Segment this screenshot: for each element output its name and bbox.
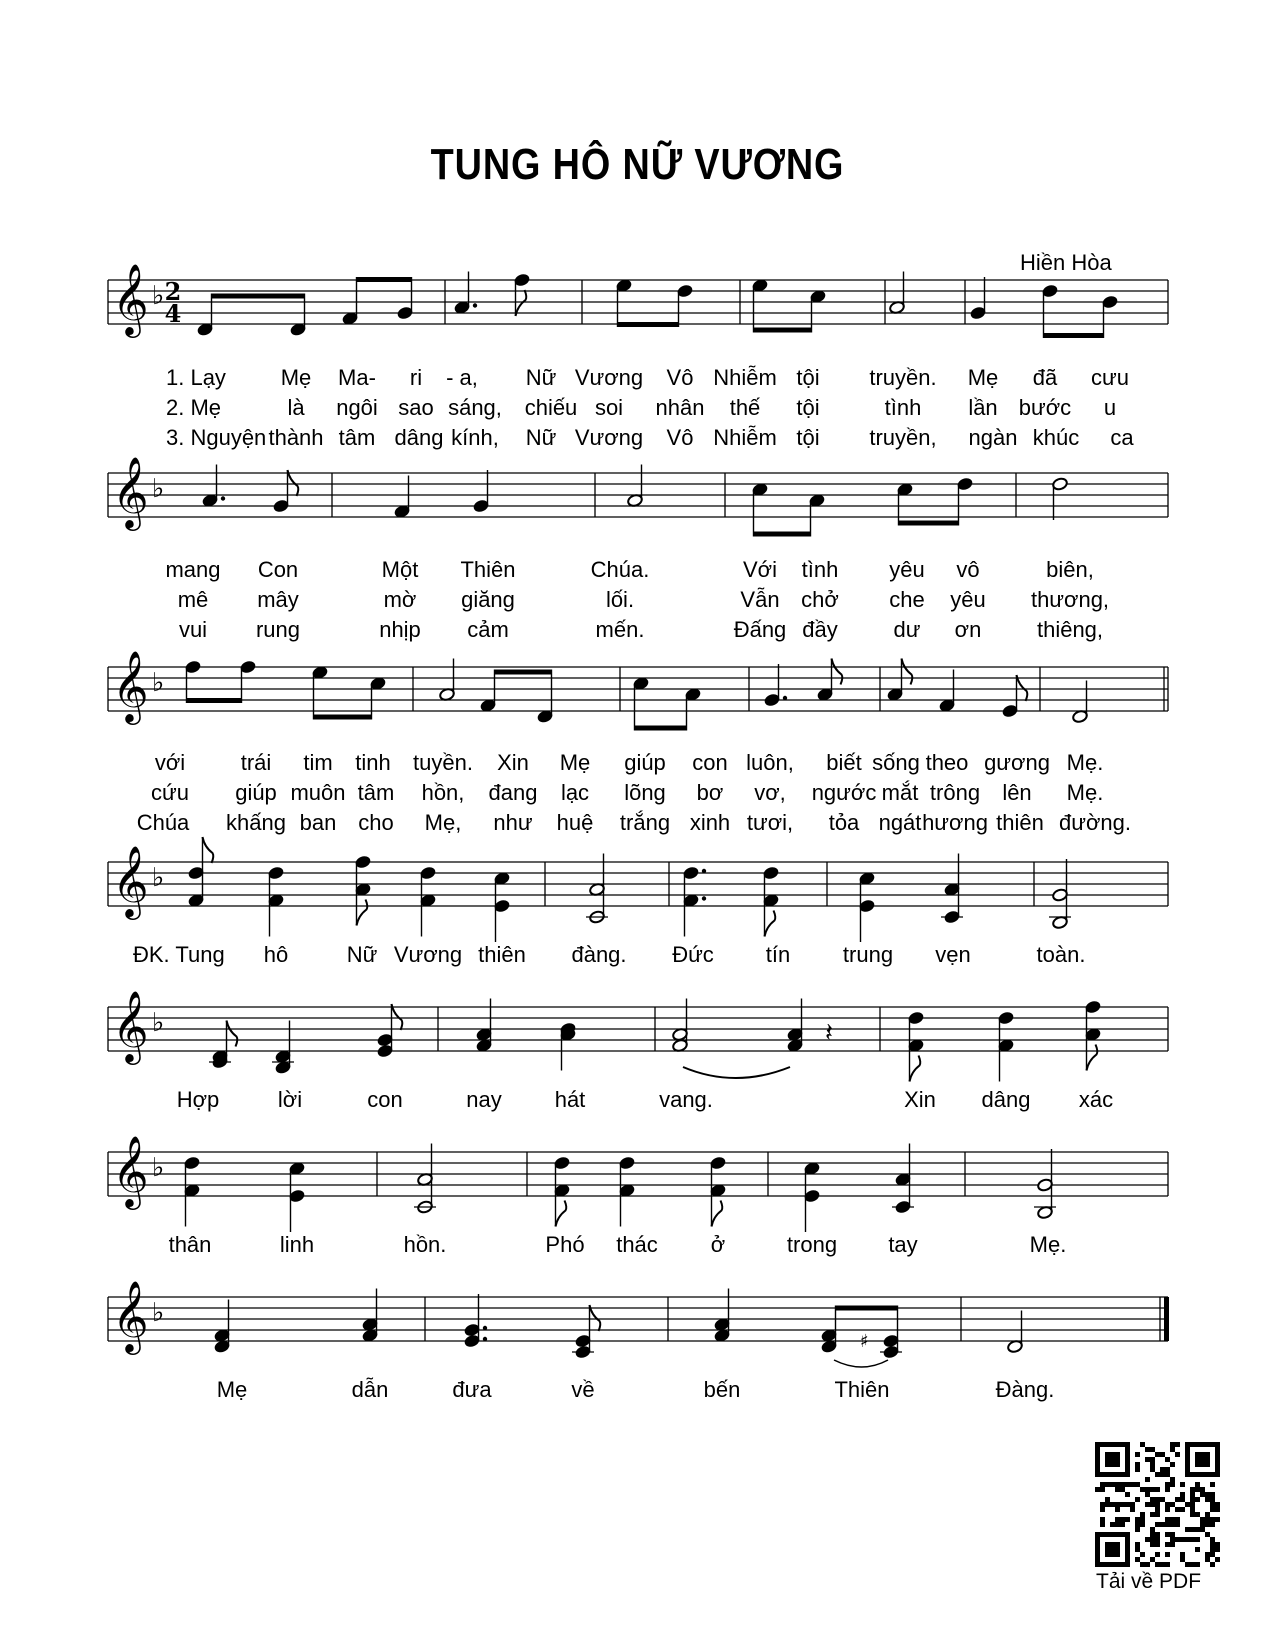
note — [817, 659, 843, 702]
note — [1052, 477, 1069, 520]
lyric-syllable: Con — [257, 557, 299, 582]
flag — [910, 1056, 921, 1082]
lyric-syllable: Đấng — [733, 617, 787, 642]
lyric-syllable: lối. — [605, 587, 635, 612]
lyric-syllable: Vẫn — [740, 587, 780, 612]
lyric-syllable: trong — [786, 1232, 838, 1257]
lyric-syllable: về — [571, 1377, 595, 1402]
lyric-syllable: ngước — [811, 780, 877, 805]
note — [1042, 284, 1059, 338]
flat-icon: ♭ — [152, 1153, 165, 1183]
beam — [212, 294, 305, 299]
note — [185, 660, 202, 703]
note — [998, 1011, 1015, 1082]
beam — [357, 277, 412, 282]
lyric-syllable: Mẹ. — [1066, 750, 1104, 775]
lyric-syllable: Mẹ, — [424, 810, 462, 835]
lyric-syllable: cảm — [467, 617, 509, 642]
qr-code-icon[interactable] — [1095, 1442, 1220, 1567]
lyric-syllable: khúc — [1032, 425, 1080, 450]
lyric-syllable: muôn — [290, 780, 346, 805]
lyric-syllable: dư — [893, 617, 921, 642]
lyric-syllable: lên — [1002, 780, 1032, 805]
note — [420, 866, 437, 937]
flag — [203, 837, 214, 863]
flag — [902, 659, 913, 685]
treble-clef-icon: 𝄞 — [112, 262, 149, 335]
lyric-syllable: luôn, — [746, 750, 794, 775]
note — [1007, 1311, 1024, 1354]
note — [197, 294, 214, 337]
beam — [754, 328, 812, 333]
lyric-syllable: Hợp — [176, 1087, 220, 1112]
lyric-syllable: Xin — [497, 750, 529, 775]
note — [184, 1156, 201, 1227]
note — [887, 659, 913, 702]
lyric-syllable: ri — [409, 365, 423, 390]
lyric-syllable: truyền. — [869, 365, 937, 390]
lyric-syllable: tình — [801, 557, 839, 582]
lyric-syllable: dâng — [394, 425, 444, 450]
lyric-syllable: ngôi — [336, 395, 378, 420]
lyric-syllable: hát — [554, 1087, 586, 1112]
lyric-syllable: bước — [1018, 395, 1072, 420]
lyric-syllable: thiên — [996, 810, 1044, 835]
note — [514, 273, 531, 316]
flag — [227, 1021, 238, 1047]
flat-icon: ♭ — [152, 1298, 165, 1328]
note — [586, 854, 608, 925]
treble-clef-icon: 𝄞 — [112, 844, 149, 917]
lyric-syllable: Phó — [545, 1232, 585, 1257]
lyric-syllable: dâng — [981, 1087, 1031, 1112]
lyric-syllable: vui — [178, 617, 208, 642]
lyric-syllable: tình — [884, 395, 922, 420]
lyric-syllable: bơ — [696, 780, 724, 805]
lyric-syllable: Xin — [904, 1087, 936, 1112]
note — [880, 1306, 902, 1360]
lyric-syllable: Vương — [574, 365, 644, 390]
lyric-syllable: vô — [956, 557, 980, 582]
note — [370, 676, 387, 719]
lyric-syllable: linh — [279, 1232, 315, 1257]
lyric-syllable: Một — [381, 557, 419, 582]
note — [763, 866, 780, 937]
lyric-syllable: biên, — [1046, 557, 1094, 582]
note — [268, 866, 285, 937]
lyric-syllable: Vô — [666, 365, 694, 390]
treble-clef-icon: 𝄞 — [112, 989, 149, 1062]
lyric-syllable: 3. Nguyện — [166, 425, 267, 450]
lyric-syllable: truyền, — [869, 425, 937, 450]
lyric-syllable: với — [154, 750, 186, 775]
lyric-syllable: giúp — [624, 750, 666, 775]
lyric-syllable: toàn. — [1036, 942, 1086, 967]
note — [494, 871, 511, 942]
lyric-syllable: soi — [594, 395, 624, 420]
note — [188, 837, 214, 908]
dot — [783, 696, 787, 700]
note — [1049, 859, 1071, 930]
note — [752, 482, 769, 536]
note — [439, 659, 456, 702]
lyric-syllable: tâm — [357, 780, 395, 805]
note — [480, 670, 497, 713]
beam — [754, 532, 811, 537]
beam — [836, 1306, 898, 1311]
lyric-syllable: theo — [925, 750, 969, 775]
dot — [221, 496, 225, 500]
note — [397, 277, 414, 320]
lyric-syllable: Đức — [672, 942, 714, 967]
lyric-syllable: mây — [257, 587, 299, 612]
lyric-syllable: con — [692, 750, 728, 775]
note — [892, 1144, 914, 1215]
lyric-syllable: hồn, — [421, 780, 465, 805]
note — [454, 272, 477, 315]
lyric-syllable: ngàn — [968, 425, 1018, 450]
lyric-syllable: che — [889, 587, 925, 612]
time-signature-top: 2 — [164, 277, 182, 306]
staff-system — [108, 844, 1168, 920]
flat-icon: ♭ — [152, 1008, 165, 1038]
flat-icon: ♭ — [152, 474, 165, 504]
lyric-syllable: xinh — [689, 810, 731, 835]
lyric-syllable: thương, — [1030, 587, 1110, 612]
lyric-syllable: Mẹ. — [1066, 780, 1104, 805]
beam — [495, 670, 552, 675]
dot — [483, 1326, 487, 1330]
lyric-syllable: Mẹ — [280, 365, 312, 390]
lyric-syllable: tội — [796, 395, 820, 420]
note — [290, 294, 307, 337]
lyric-syllable: thiêng, — [1036, 617, 1104, 642]
lyric-syllable: mang — [165, 557, 221, 582]
lyric-syllable: Với — [743, 557, 777, 582]
lyric-syllable: mến. — [595, 617, 645, 642]
note — [209, 1021, 237, 1070]
lyric-syllable: khấng — [226, 810, 286, 835]
lyric-syllable: dẫn — [351, 1377, 389, 1402]
download-pdf-link[interactable]: Tải về PDF — [1096, 1570, 1202, 1593]
lyric-syllable: lõng — [624, 780, 666, 805]
flag — [1087, 1045, 1098, 1071]
note — [560, 1022, 577, 1071]
lyric-syllable: trung — [842, 942, 894, 967]
flat-icon: ♭ — [152, 863, 165, 893]
lyric-syllable: Nhiễm — [713, 425, 777, 450]
lyric-syllable: con — [367, 1087, 403, 1112]
lyric-syllable: Nhiễm — [713, 365, 777, 390]
lyric-syllable: Vương — [393, 942, 463, 967]
flag — [392, 1004, 403, 1030]
lyric-syllable: Chúa — [136, 810, 190, 835]
lyric-syllable: thế — [729, 395, 761, 420]
lyric-syllable: mờ — [383, 587, 417, 612]
lyric-syllable: đầy — [802, 617, 838, 642]
lyric-syllable: nhân — [655, 395, 705, 420]
lyric-syllable: cứu — [151, 780, 189, 805]
note — [554, 1156, 571, 1227]
flag — [832, 659, 843, 685]
lyric-syllable: hương — [922, 810, 988, 835]
lyric-syllable: Vô — [666, 425, 694, 450]
dot — [702, 896, 706, 900]
lyric-syllable: tươi, — [746, 810, 794, 835]
lyric-syllable: 1. Lạy — [166, 365, 226, 390]
lyric-syllable: chiếu — [524, 395, 578, 420]
lyric-syllable: là — [287, 395, 305, 420]
lyric-syllable: Nữ — [525, 425, 557, 450]
lyric-syllable: Mẹ — [216, 1377, 248, 1402]
flag — [357, 900, 368, 926]
lyric-syllable: tinh — [355, 750, 391, 775]
lyric-syllable: đường. — [1059, 810, 1131, 835]
lyric-syllable: thân — [168, 1232, 212, 1257]
lyric-syllable: trái — [240, 750, 272, 775]
lyric-syllable: - a, — [446, 365, 478, 390]
note — [804, 1161, 821, 1232]
beam — [618, 322, 679, 327]
staff-system — [108, 455, 1168, 531]
lyric-syllable: sống — [872, 750, 920, 775]
lyric-syllable: trông — [929, 780, 981, 805]
song-title: TUNG HÔ NỮ VƯƠNG — [430, 140, 845, 189]
lyric-syllable: lạc — [560, 780, 590, 805]
dot — [473, 303, 477, 307]
flag — [556, 1201, 567, 1227]
note — [941, 854, 963, 925]
lyric-syllable: vang. — [659, 1087, 713, 1112]
qr-finder — [1105, 1452, 1120, 1467]
beam — [899, 521, 959, 526]
lyric-syllable: bến — [703, 1377, 741, 1402]
flat-icon: ♭ — [152, 281, 165, 311]
lyric-syllable: Đàng. — [995, 1377, 1055, 1402]
note — [810, 289, 827, 332]
flag — [712, 1201, 723, 1227]
lyric-syllable: thác — [616, 1232, 658, 1257]
slur — [834, 1360, 888, 1367]
lyric-syllable: huệ — [556, 810, 594, 835]
note — [1034, 1149, 1056, 1220]
composer-name: Hiền Hòa — [1020, 250, 1112, 275]
qr-finder — [1105, 1542, 1120, 1557]
lyric-syllable: sáng, — [448, 395, 502, 420]
lyric-syllable: ơn — [954, 617, 982, 642]
note — [414, 1144, 436, 1215]
note — [677, 284, 694, 327]
lyric-syllable: mê — [177, 587, 209, 612]
note — [377, 1004, 403, 1058]
lyric-syllable: lần — [968, 395, 998, 420]
staff-system — [108, 1134, 1168, 1210]
lyric-syllable: vẹn — [935, 942, 971, 967]
lyric-syllable: kính, — [451, 425, 499, 450]
note — [289, 1161, 306, 1232]
beam — [1044, 333, 1104, 338]
lyric-syllable: tay — [888, 1232, 918, 1257]
note — [1072, 681, 1089, 724]
lyric-syllable: ca — [1110, 425, 1134, 450]
note — [355, 855, 372, 926]
lyric-syllable: Nữ — [525, 365, 557, 390]
note — [897, 482, 914, 525]
lyric-syllable: tâm — [338, 425, 376, 450]
time-signature-bottom: 4 — [164, 299, 182, 328]
lyric-syllable: gương — [984, 750, 1050, 775]
beam — [635, 726, 687, 731]
note — [859, 871, 876, 942]
lyric-syllable: trắng — [619, 810, 671, 835]
final-barline — [1164, 1297, 1169, 1341]
note — [473, 470, 490, 513]
sharp-icon: ♯ — [860, 1331, 869, 1352]
staff-system — [108, 989, 1168, 1065]
beam — [187, 698, 242, 703]
lyric-syllable: rung — [255, 617, 301, 642]
lyric-syllable: tuyền. — [413, 750, 473, 775]
note — [342, 277, 359, 326]
lyric-syllable: đưa — [452, 1377, 492, 1402]
note — [619, 1156, 636, 1227]
lyric-syllable: sao — [398, 395, 434, 420]
lyric-syllable: Thiên — [460, 557, 516, 582]
note — [970, 277, 987, 320]
note — [685, 687, 702, 730]
lyric-syllable: cưu — [1091, 365, 1129, 390]
lyric-syllable: xác — [1078, 1087, 1114, 1112]
note — [572, 1305, 600, 1359]
treble-clef-icon: 𝄞 — [112, 455, 149, 528]
lyric-syllable: Ma- — [338, 365, 376, 390]
note — [809, 493, 826, 536]
lyric-syllable: ngát — [878, 810, 922, 835]
tie — [683, 1067, 790, 1078]
note — [683, 866, 706, 937]
qr-finder — [1195, 1452, 1210, 1467]
note — [633, 676, 650, 730]
dot — [483, 1337, 487, 1341]
lyric-syllable: chở — [801, 587, 839, 612]
lyric-syllable: nhịp — [379, 617, 421, 642]
lyric-syllable: vơ, — [754, 780, 786, 805]
lyric-syllable: yêu — [950, 587, 986, 612]
note — [240, 660, 257, 703]
lyric-syllable: Mẹ. — [1029, 1232, 1067, 1257]
flat-icon: ♭ — [152, 668, 165, 698]
lyric-syllable: lời — [277, 1087, 303, 1112]
note — [1085, 1000, 1102, 1071]
lyric-syllable: đàng. — [571, 942, 627, 967]
flag — [516, 290, 527, 316]
lyric-syllable: biết — [826, 750, 862, 775]
lyric-syllable: cho — [358, 810, 394, 835]
lyric-syllable: như — [493, 810, 533, 835]
lyric-syllable: Mẹ — [559, 750, 591, 775]
lyric-syllable: tín — [765, 942, 791, 967]
lyric-syllable: Chúa. — [590, 557, 650, 582]
flag — [1017, 675, 1028, 701]
lyric-syllable: hồn. — [403, 1232, 447, 1257]
lyric-syllable: Vương — [574, 425, 644, 450]
note — [202, 465, 225, 508]
beam — [314, 715, 372, 720]
lyric-syllable: đang — [488, 780, 538, 805]
lyric-syllable: hô — [263, 942, 289, 967]
note — [957, 477, 974, 526]
lyric-syllable: nay — [466, 1087, 502, 1112]
lyric-syllable: Mẹ — [967, 365, 999, 390]
lyric-syllable: tim — [303, 750, 333, 775]
lyric-syllable: thành — [268, 425, 324, 450]
lyric-syllable: Thiên — [834, 1377, 890, 1402]
lyric-syllable: giăng — [461, 587, 515, 612]
lyric-syllable: yêu — [889, 557, 925, 582]
treble-clef-icon: 𝄞 — [112, 1279, 149, 1352]
lyric-syllable: 2. Mẹ — [166, 395, 222, 420]
lyric-syllable: ĐK. Tung — [133, 942, 225, 967]
note — [939, 670, 956, 713]
treble-clef-icon: 𝄞 — [112, 649, 149, 722]
lyric-syllable: tội — [796, 365, 820, 390]
lyric-syllable: Nữ — [346, 942, 378, 967]
quarter-rest-icon: 𝄽 — [825, 1018, 833, 1048]
note — [394, 476, 411, 519]
flag — [590, 1305, 601, 1331]
lyric-syllable: tội — [796, 425, 820, 450]
dot — [702, 869, 706, 873]
note — [627, 465, 644, 508]
lyric-syllable: ở — [710, 1232, 726, 1257]
lyric-syllable: tỏa — [828, 810, 860, 835]
flag — [288, 470, 299, 496]
lyric-syllable: mắt — [881, 780, 919, 805]
note — [908, 1011, 925, 1082]
flag — [765, 911, 776, 937]
lyric-syllable: giúp — [235, 780, 277, 805]
lyric-syllable: thiên — [478, 942, 526, 967]
treble-clef-icon: 𝄞 — [112, 1134, 149, 1207]
lyric-syllable: đã — [1032, 365, 1058, 390]
note — [710, 1156, 727, 1227]
note — [616, 278, 633, 327]
lyric-syllable: u — [1103, 395, 1117, 420]
note — [1102, 295, 1119, 338]
note — [889, 272, 906, 315]
note — [464, 1294, 487, 1348]
lyric-syllable: ban — [299, 810, 337, 835]
